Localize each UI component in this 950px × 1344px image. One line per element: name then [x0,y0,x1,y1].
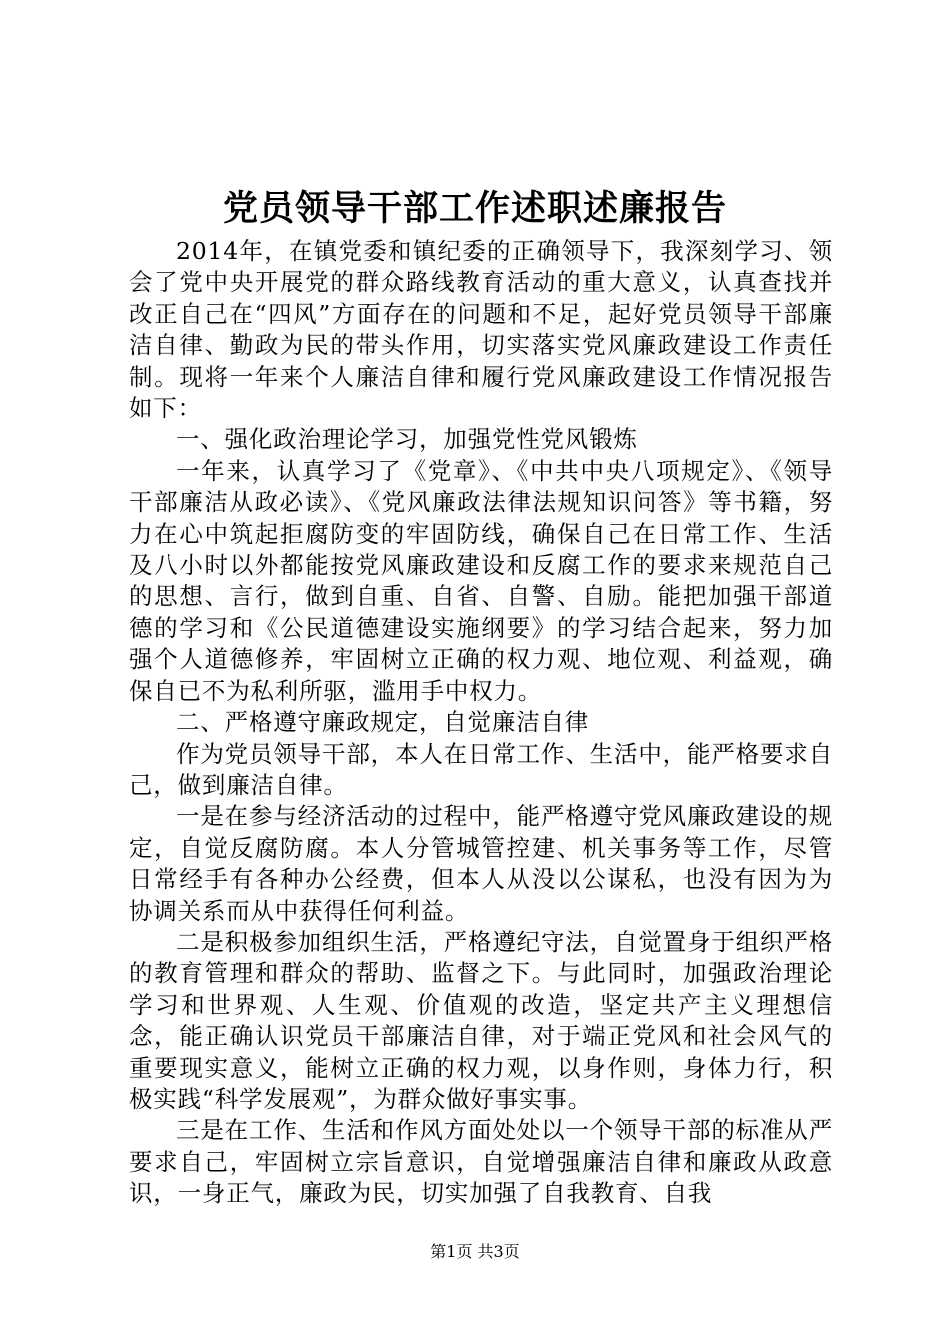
paragraph-self-discipline: 作为党员领导干部，本人在日常工作、生活中，能严格要求自己，做到廉洁自律。 [129,739,833,799]
paragraph-point-three: 三是在工作、生活和作风方面处处以一个领导干部的标准从严要求自己，牢固树立宗旨意识，自觉增强廉洁自律和廉政从政意识，一身正气，廉政为民，切实加强了自我教育、自我 [129,1116,833,1208]
page-footer: 第1页 共3页 [430,1242,520,1261]
paragraph-study: 一年来，认真学习了《党章》、《中共中央八项规定》、《领导干部廉洁从政必读》、《党风廉政法律法规知识问答》等书籍，努力在心中筑起拒腐防变的牢固防线，确保自己在日常工作、生活及八小时以外都能按党风廉政建设和反腐工作的要求来规范自己的思想、言行，做到自重、自省、自警、自励。能把加强干部道德的学习和《公民道德建设实施纲要》的学习结合起来，努力加强个人道德修养，牢固树立正确的权力观、地位观、利益观，确保自已不为私利所驱，滥用手中权力。 [129,456,833,705]
section-heading-2: 二、严格遵守廉政规定，自觉廉洁自律 [176,708,590,737]
document-body [129,236,833,1210]
paragraph-point-two: 二是积极参加组织生活，严格遵纪守法，自觉置身于组织严格的教育管理和群众的帮助、监督之下。与此同时，加强政治理论学习和世界观、人生观、价值观的改造，坚定共产主义理想信念，能正确认识党员干部廉洁自律，对于端正党风和社会风气的重要现实意义，能树立正确的权力观，以身作则，身体力行，积极实践“科学发展观”，为群众做好事实事。 [129,927,833,1113]
paragraph-intro: 2014年，在镇党委和镇纪委的正确领导下，我深刻学习、领会了党中央开展党的群众路线教育活动的重大意义，认真查找并改正自己在“四风”方面存在的问题和不足，起好党员领导干部廉洁自律、勤政为民的带头作用，切实落实党风廉政建设工作责任制。现将一年来个人廉洁自律和履行党风廉政建设工作情况报告如下： [129,237,833,423]
document-title: 党员领导干部工作述职述廉报告 [222,188,727,229]
paragraph-point-one: 一是在参与经济活动的过程中，能严格遵守党风廉政建设的规定，自觉反腐防腐。本人分管城管控建、机关事务等工作，尽管日常经手有各种办公经费，但本人从没以公谋私，也没有因为为协调关系而从中获得任何利益。 [129,802,833,925]
section-heading-1: 一、强化政治理论学习，加强党性党风锻炼 [176,425,638,454]
